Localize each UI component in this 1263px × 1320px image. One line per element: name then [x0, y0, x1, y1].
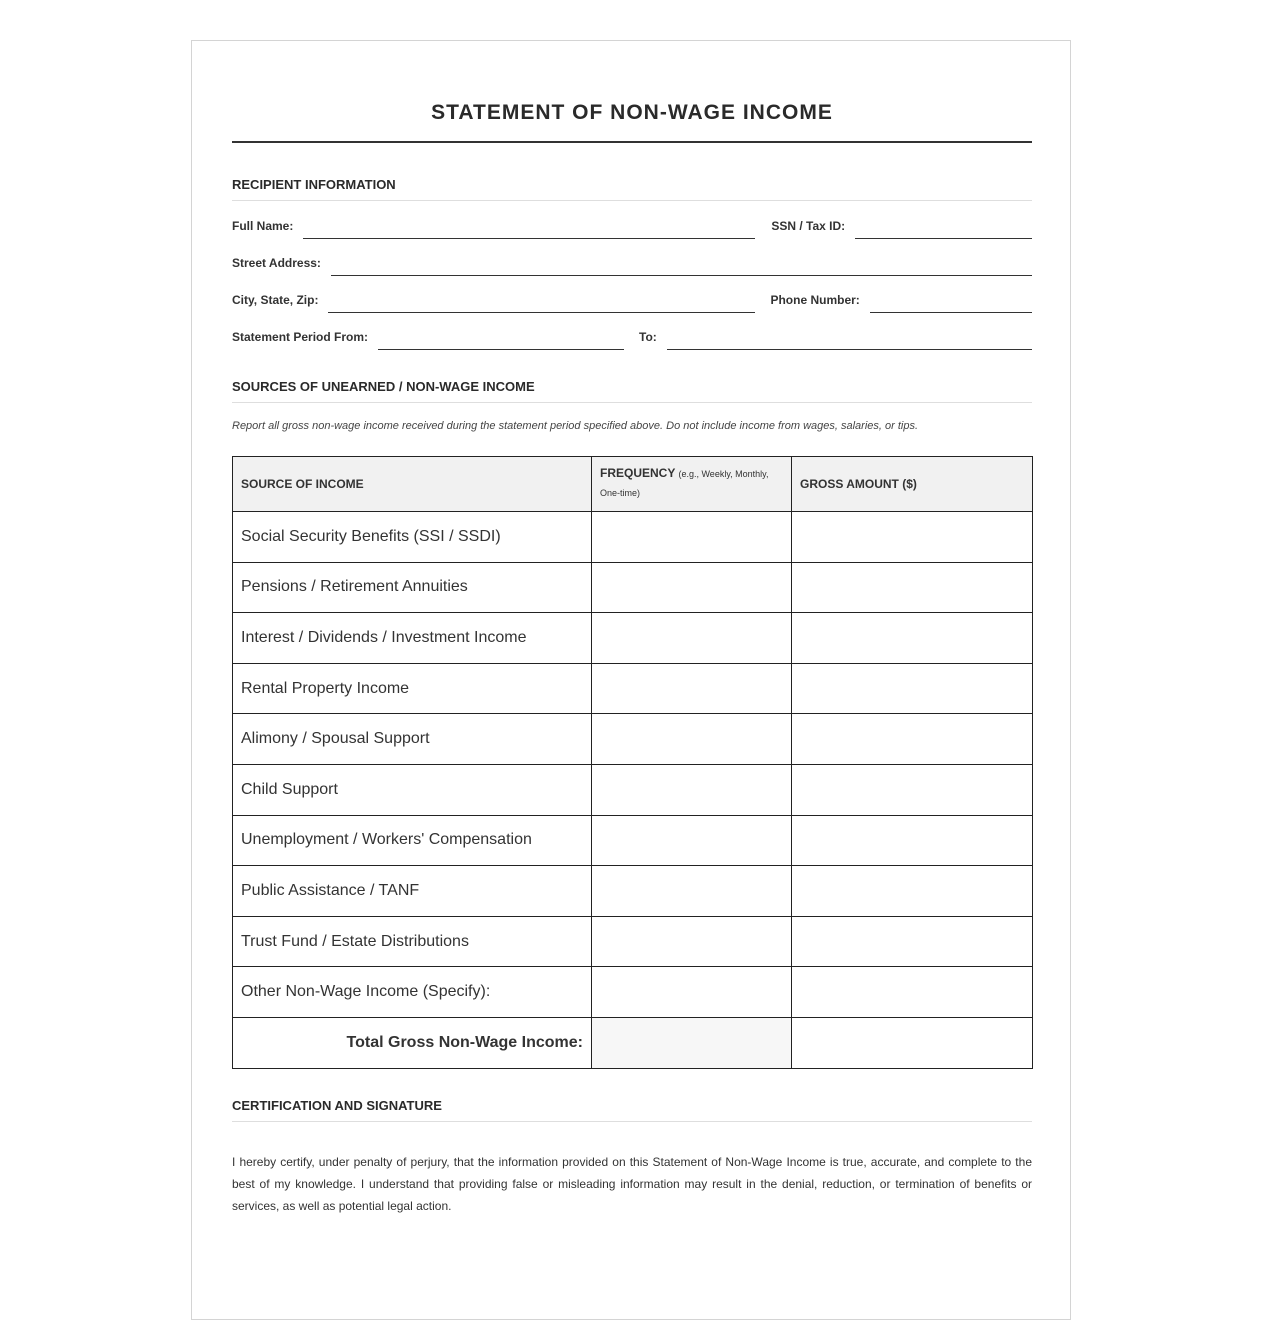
street-address-field[interactable] — [331, 255, 1032, 276]
amount-cell[interactable] — [792, 714, 1033, 765]
amount-cell[interactable] — [792, 562, 1033, 613]
income-source-label: Social Security Benefits (SSI / SSDI) — [233, 512, 592, 563]
frequency-column-header: FREQUENCY (e.g., Weekly, Monthly, One-time) — [592, 457, 792, 512]
period-to-label: To: — [639, 330, 657, 344]
income-source-label: Alimony / Spousal Support — [233, 714, 592, 765]
frequency-cell[interactable] — [592, 866, 792, 917]
period-to-field[interactable] — [667, 329, 1032, 350]
sources-instructions: Report all gross non-wage income received during the statement period specified above. Do not include income from wages, salaries, or tips. — [232, 420, 919, 432]
frequency-hint: (e.g., Weekly, Monthly, One-time) — [600, 469, 769, 498]
phone-field[interactable] — [870, 292, 1032, 313]
amount-cell[interactable] — [792, 866, 1033, 917]
full-name-row — [232, 219, 1032, 239]
table-row — [233, 512, 1033, 563]
frequency-cell[interactable] — [592, 967, 792, 1018]
table-row — [233, 562, 1033, 613]
income-source-label: Public Assistance / TANF — [233, 866, 592, 917]
sources-section-heading: SOURCES OF UNEARNED / NON-WAGE INCOME — [232, 379, 1032, 403]
table-row — [233, 764, 1033, 815]
income-source-label: Child Support — [233, 764, 592, 815]
city-state-zip-label: City, State, Zip: — [232, 293, 319, 307]
full-name-field[interactable] — [303, 218, 755, 239]
ssn-label: SSN / Tax ID: — [771, 219, 846, 233]
total-amount-cell[interactable] — [792, 1017, 1033, 1068]
amount-cell[interactable] — [792, 512, 1033, 563]
table-row — [233, 714, 1033, 765]
certification-text: I hereby certify, under penalty of perjury, that the information provided on this Statement of Non-Wage Income is true, accurate, and complete to the best of my knowledge. I understand that providing false or misleading information may result in the denial, reduction, or termination of benefits or services, as well as potential legal action. — [232, 1155, 1032, 1213]
amount-cell[interactable] — [792, 663, 1033, 714]
table-row — [233, 967, 1033, 1018]
income-source-label: Interest / Dividends / Investment Income — [233, 613, 592, 664]
form-page — [191, 40, 1071, 1320]
amount-cell[interactable] — [792, 815, 1033, 866]
table-row — [233, 866, 1033, 917]
income-source-label: Rental Property Income — [233, 663, 592, 714]
amount-cell[interactable] — [792, 764, 1033, 815]
period-from-field[interactable] — [378, 329, 624, 350]
table-row — [233, 916, 1033, 967]
income-table-header — [233, 457, 1033, 512]
table-row — [233, 663, 1033, 714]
phone-label: Phone Number: — [770, 293, 860, 307]
ssn-field[interactable] — [855, 218, 1032, 239]
income-source-label: Trust Fund / Estate Distributions — [233, 916, 592, 967]
frequency-cell[interactable] — [592, 562, 792, 613]
frequency-cell[interactable] — [592, 916, 792, 967]
amount-column-header: GROSS AMOUNT ($) — [792, 457, 1033, 512]
frequency-cell[interactable] — [592, 764, 792, 815]
frequency-cell[interactable] — [592, 663, 792, 714]
table-row — [233, 815, 1033, 866]
total-label: Total Gross Non-Wage Income: — [233, 1017, 592, 1068]
table-row — [233, 613, 1033, 664]
form-title: STATEMENT OF NON-WAGE INCOME — [431, 101, 833, 124]
amount-cell[interactable] — [792, 916, 1033, 967]
income-table — [232, 456, 1033, 1069]
frequency-cell[interactable] — [592, 512, 792, 563]
street-address-label: Street Address: — [232, 256, 321, 270]
amount-cell[interactable] — [792, 967, 1033, 1018]
full-name-label: Full Name: — [232, 219, 294, 233]
income-source-label: Other Non-Wage Income (Specify): — [233, 967, 592, 1018]
income-source-label: Pensions / Retirement Annuities — [233, 562, 592, 613]
amount-cell[interactable] — [792, 613, 1033, 664]
city-state-zip-field[interactable] — [328, 292, 755, 313]
city-state-zip-row — [232, 293, 1032, 313]
street-address-row — [232, 256, 1032, 276]
period-from-label: Statement Period From: — [232, 330, 369, 344]
recipient-section-heading: RECIPIENT INFORMATION — [232, 177, 1032, 201]
frequency-cell[interactable] — [592, 613, 792, 664]
frequency-cell[interactable] — [592, 815, 792, 866]
source-column-header: SOURCE OF INCOME — [233, 457, 592, 512]
frequency-cell[interactable] — [592, 714, 792, 765]
statement-period-row — [232, 330, 1032, 350]
total-frequency-cell — [592, 1017, 792, 1068]
certification-section-heading: CERTIFICATION AND SIGNATURE — [232, 1098, 1032, 1122]
title-divider — [232, 141, 1032, 143]
total-row — [233, 1017, 1033, 1068]
income-source-label: Unemployment / Workers' Compensation — [233, 815, 592, 866]
